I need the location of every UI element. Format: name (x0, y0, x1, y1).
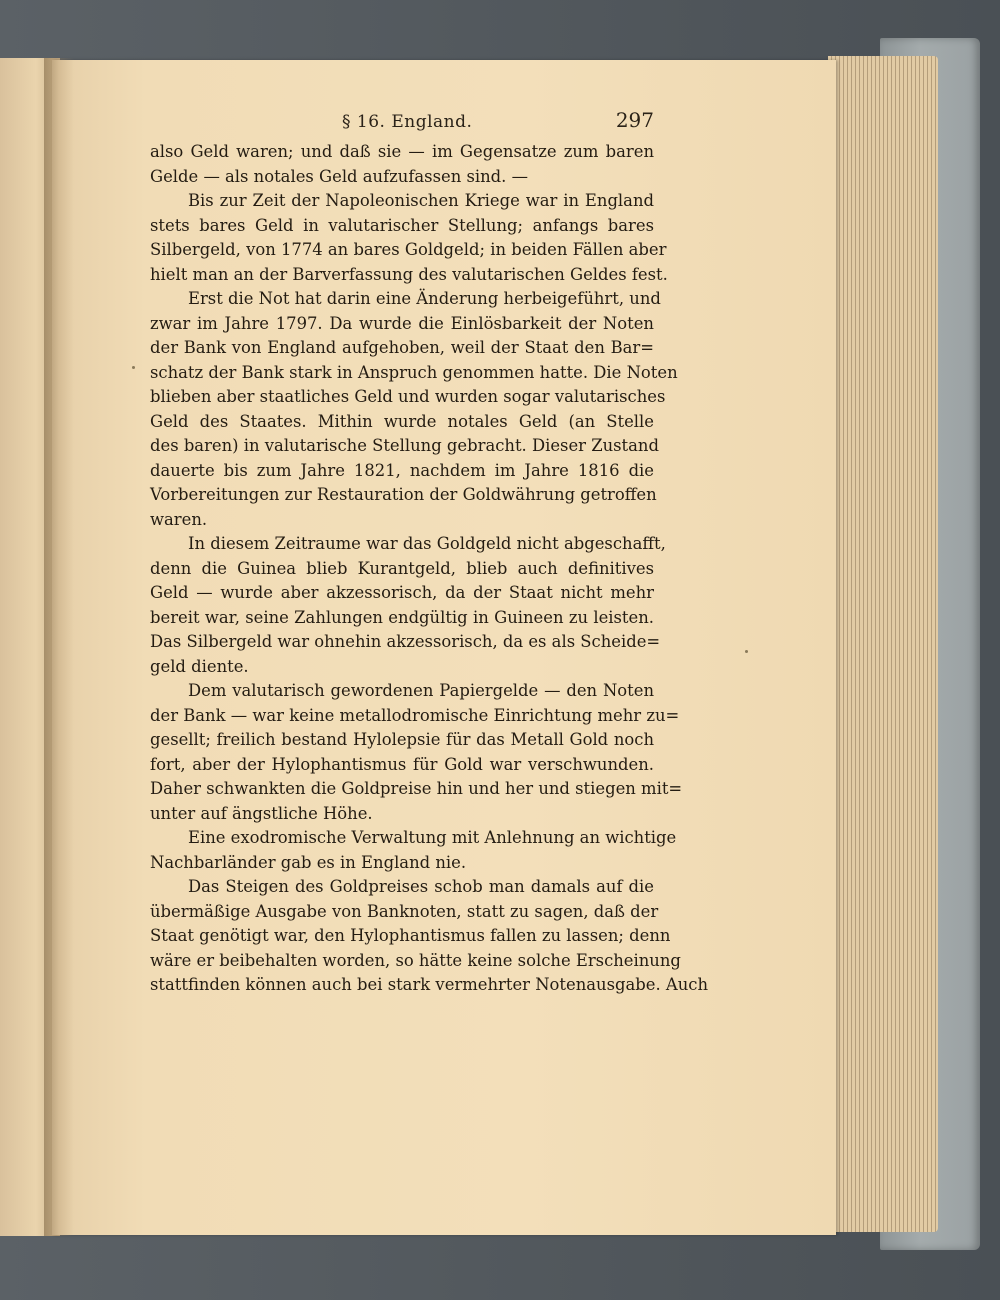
page-number: 297 (615, 108, 654, 132)
text-line: schatz der Bank stark in Anspruch genommen hatte. Die Noten (150, 362, 678, 382)
text-line: denn die Guinea blieb Kurantgeld, blieb auch definitives (150, 558, 654, 578)
text-line: bereit war, seine Zahlungen endgültig in Guineen zu leisten. (150, 607, 654, 627)
text-line: Eine exodromische Verwaltung mit Anlehnung an wichtige (188, 828, 677, 847)
section-heading: § 16. England. (342, 112, 473, 132)
text-line: fort, aber der Hylophantismus für Gold war verschwunden. (150, 754, 654, 774)
text-line: dauerte bis zum Jahre 1821, nachdem im Jahre 1816 die (150, 460, 654, 480)
text-line: der Bank von England aufgehoben, weil der Staat den Bar= (150, 338, 654, 357)
text-line: des baren) in valutarische Stellung gebracht. Dieser Zustand (150, 436, 659, 455)
book-gutter-shadow (44, 58, 74, 1236)
text-line: also Geld waren; und daß sie — im Gegensatze zum baren (150, 142, 654, 161)
text-line: In diesem Zeitraume war das Goldgeld nicht abgeschafft, (188, 534, 666, 553)
text-line: Staat genötigt war, den Hylophantismus fallen zu lassen; denn (150, 926, 671, 945)
text-line: Silbergeld, von 1774 an bares Goldgeld; in beiden Fällen aber (150, 240, 667, 259)
paper-speck (132, 366, 135, 369)
running-header (150, 106, 654, 136)
text-line: Vorbereitungen zur Restauration der Goldwährung getroffen (150, 485, 657, 504)
text-line: stattfinden können auch bei stark vermehrter Notenausgabe. Auch (150, 975, 708, 994)
text-line: Geld — wurde aber akzessorisch, da der Staat nicht mehr (150, 583, 654, 602)
text-line: der Bank — war keine metallodromische Einrichtung mehr zu= (150, 705, 680, 725)
text-line: stets bares Geld in valutarischer Stellung; anfangs bares (150, 215, 654, 235)
text-line: Nachbarländer gab es in England nie. (150, 852, 467, 872)
paper-speck (745, 650, 748, 653)
text-line: Das Steigen des Goldpreises schob man damals auf die (188, 877, 654, 896)
text-line: Geld des Staates. Mithin wurde notales Geld (an Stelle (150, 411, 654, 431)
page-edges (828, 56, 938, 1232)
text-line: unter auf ängstliche Höhe. (150, 803, 373, 823)
text-line: zwar im Jahre 1797. Da wurde die Einlösbarkeit der Noten (150, 313, 654, 333)
text-line: Gelde — als notales Geld aufzufassen sind. — (150, 166, 528, 186)
text-line: übermäßige Ausgabe von Banknoten, statt zu sagen, daß der (150, 901, 659, 921)
text-line: Dem valutarisch gewordenen Papiergelde — den Noten (188, 681, 654, 700)
text-line: gesellt; freilich bestand Hylolepsie für das Metall Gold noch (150, 730, 654, 749)
text-line: Daher schwankten die Goldpreise hin und her und stiegen mit= (150, 779, 683, 798)
text-line: waren. (150, 509, 208, 529)
text-line: geld diente. (150, 656, 249, 676)
text-line: Erst die Not hat darin eine Änderung herbeigeführt, und (188, 289, 661, 308)
text-line: Bis zur Zeit der Napoleonischen Kriege war in England (188, 191, 654, 210)
text-line: wäre er beibehalten worden, so hätte keine solche Erscheinung (150, 950, 681, 970)
text-line: Das Silbergeld war ohnehin akzessorisch, da es als Scheide= (150, 632, 661, 651)
text-line: blieben aber staatliches Geld und wurden sogar valutarisches (150, 387, 666, 406)
text-line: hielt man an der Barverfassung des valutarischen Geldes fest. (150, 264, 668, 284)
body-text (150, 140, 708, 998)
